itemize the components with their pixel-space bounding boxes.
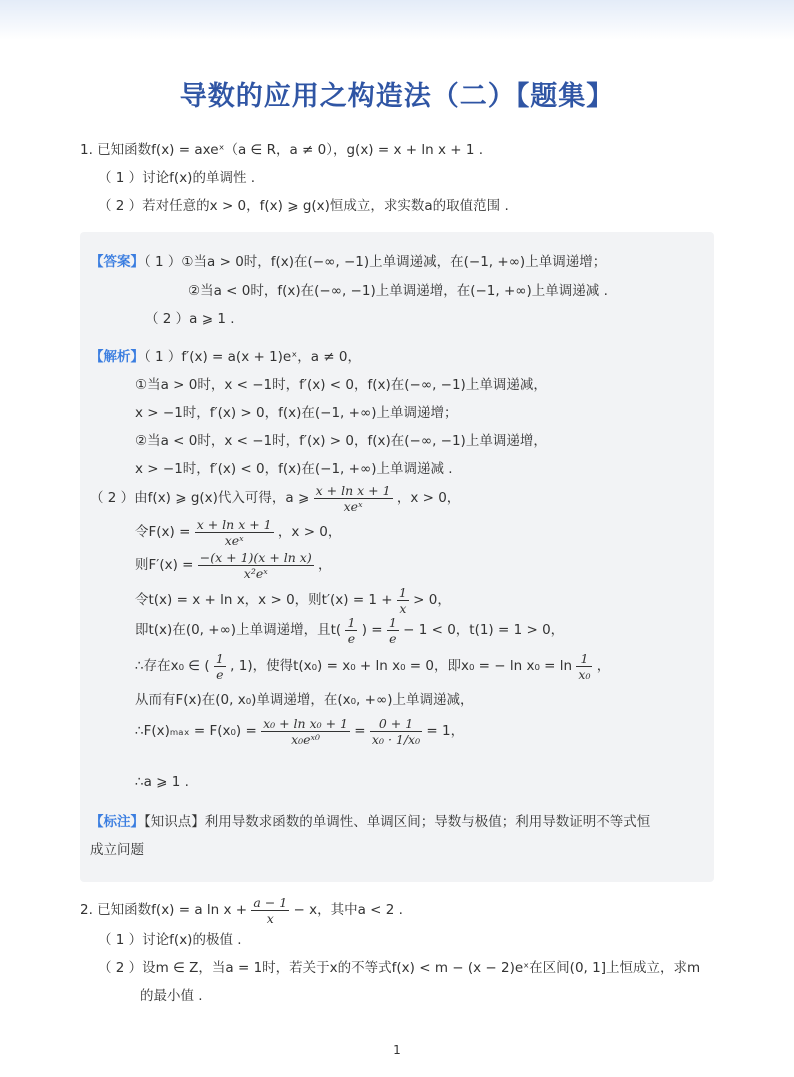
denominator: x₀eˣ⁰	[291, 731, 320, 747]
fraction	[576, 651, 592, 682]
analysis-step-7-text: 令F(x) =	[135, 524, 191, 540]
note-text-2: 成立问题	[90, 842, 144, 858]
note-row-1	[90, 812, 650, 832]
fraction	[261, 716, 350, 747]
analysis-step-9-tail: > 0，	[413, 592, 451, 608]
fraction	[345, 615, 357, 646]
analysis-step-8-text: 则F′(x) =	[135, 557, 194, 573]
fraction	[251, 895, 289, 926]
analysis-label: 【解析】	[90, 349, 144, 365]
numerator: 1	[388, 614, 397, 630]
answer-part-2: （ 2 ）a ⩾ 1 .	[145, 311, 235, 327]
denominator: e	[389, 630, 397, 646]
fraction	[387, 615, 399, 646]
denominator: x	[266, 910, 274, 926]
analysis-step-13-tail: = 1，	[426, 723, 465, 739]
analysis-step-11-text: ∴存在x₀ ∈ (	[135, 658, 210, 674]
question-1-part-1: （ 1 ）讨论f(x)的单调性 .	[98, 170, 256, 186]
denominator: x₀	[578, 666, 591, 682]
denominator: xeˣ	[224, 532, 244, 548]
fraction	[214, 651, 226, 682]
page-title: 导数的应用之构造法（二）【题集】	[179, 81, 615, 112]
answer-label: 【答案】	[90, 254, 144, 270]
analysis-step-3: x > −1时，f′(x) > 0，f(x)在(−1, +∞)上单调递增；	[135, 405, 458, 421]
page-number: 1	[393, 1043, 401, 1057]
numerator: 1	[576, 651, 592, 667]
denominator: x²eˣ	[243, 565, 268, 581]
analysis-step-5: x > −1时，f′(x) < 0，f(x)在(−1, +∞)上单调递减 .	[135, 461, 453, 477]
fraction	[198, 550, 314, 581]
numerator: 1	[215, 650, 224, 666]
analysis-step-11	[135, 648, 610, 684]
analysis-step-6	[90, 480, 460, 516]
numerator: x₀ + ln x₀ + 1	[263, 715, 348, 731]
analysis-step-14: ∴a ⩾ 1 .	[135, 774, 189, 790]
question-2-part-2: （ 2 ）设m ∈ Z，当a = 1时，若关于x的不等式f(x) < m − (x − 2)eˣ在区间(0, 1]上恒成立，求m	[98, 960, 701, 976]
analysis-step-6-text: （ 2 ）由f(x) ⩾ g(x)代入可得，a ⩾	[90, 490, 310, 506]
analysis-step-10-tail: − 1 < 0，t(1) = 1 > 0，	[403, 622, 565, 638]
answer-part-1b: ②当a < 0时，f(x)在(−∞, −1)上单调递增，在(−1, +∞)上单调递减 .	[188, 283, 608, 299]
analysis-step-8-tail: ，	[318, 557, 332, 573]
analysis-step-7-tail: ，x > 0，	[277, 524, 342, 540]
fraction	[370, 716, 422, 747]
denominator: e	[347, 630, 356, 646]
analysis-step-11-mid: , 1)，使得t(x₀) = x₀ + ln x₀ = 0，即x₀ = − ln x₀ = ln	[230, 658, 573, 674]
answer-row-1	[90, 252, 606, 272]
analysis-step-10-text: 即t(x)在(0, +∞)上单调递增，且t(	[135, 622, 342, 638]
numerator: 1	[398, 584, 407, 600]
question-1-part-2: （ 2 ）若对任意的x > 0，f(x) ⩾ g(x)恒成立，求实数a的取值范围 .	[98, 198, 509, 214]
question-2-stem	[80, 892, 403, 928]
numerator: −(x + 1)(x + ln x)	[199, 549, 312, 565]
fraction	[314, 483, 393, 514]
analysis-step-2: ①当a > 0时，x < −1时，f′(x) < 0，f(x)在(−∞, −1)上单调递减，	[135, 377, 547, 393]
analysis-step-6-tail: ，x > 0，	[396, 490, 461, 506]
denominator: x₀ · 1/x₀	[371, 731, 421, 747]
fraction	[397, 585, 409, 616]
answer-part-1: （ 1 ）①当a > 0时，f(x)在(−∞, −1)上单调递减，在(−1, +∞)上单调递增；	[144, 254, 607, 270]
numerator: 0 + 1	[370, 716, 422, 732]
question-2-stem-tail: − x，其中a < 2 .	[293, 902, 403, 918]
question-2-stem-text: 2. 已知函数f(x) = a ln x +	[80, 902, 248, 918]
analysis-step-12: 从而有F(x)在(0, x₀)单调递增，在(x₀, +∞)上单调递减，	[135, 692, 474, 708]
header-banner	[0, 0, 794, 40]
analysis-step-13-mid: =	[354, 723, 366, 739]
analysis-step-13	[135, 712, 464, 750]
analysis-step-13-text: ∴F(x)ₘₐₓ = F(x₀) =	[135, 723, 257, 739]
denominator: e	[216, 666, 224, 682]
numerator: x + ln x + 1	[315, 482, 391, 498]
analysis-step-10	[135, 612, 564, 648]
analysis-step-10-mid: ) =	[361, 622, 383, 638]
analysis-row-1	[90, 347, 361, 367]
analysis-step-4: ②当a < 0时，x < −1时，f′(x) > 0，f(x)在(−∞, −1)上单调递增，	[135, 433, 547, 449]
question-1-stem: 1. 已知函数f(x) = axeˣ（a ∈ R，a ≠ 0），g(x) = x + ln x + 1 .	[80, 142, 484, 158]
denominator: xeˣ	[343, 498, 363, 514]
denominator: x	[399, 600, 407, 616]
numerator: x + ln x + 1	[196, 516, 272, 532]
analysis-step-9-text: 令t(x) = x + ln x，x > 0，则t′(x) = 1 +	[135, 592, 393, 608]
note-text: 【知识点】利用导数求函数的单调性、单调区间；导数与极值；利用导数证明不等式恒	[144, 814, 651, 830]
numerator: a − 1	[253, 894, 288, 910]
question-2-part-2b: 的最小值 .	[140, 988, 203, 1004]
numerator: 1	[347, 614, 356, 630]
question-2-part-1: （ 1 ）讨论f(x)的极值 .	[98, 932, 242, 948]
analysis-step-7	[135, 514, 341, 550]
analysis-step-1: （ 1 ）f′(x) = a(x + 1)eˣ，a ≠ 0，	[144, 349, 361, 365]
fraction	[195, 517, 274, 548]
note-label: 【标注】	[90, 814, 144, 830]
analysis-step-11-tail: ，	[596, 658, 611, 674]
analysis-step-8	[135, 547, 332, 583]
